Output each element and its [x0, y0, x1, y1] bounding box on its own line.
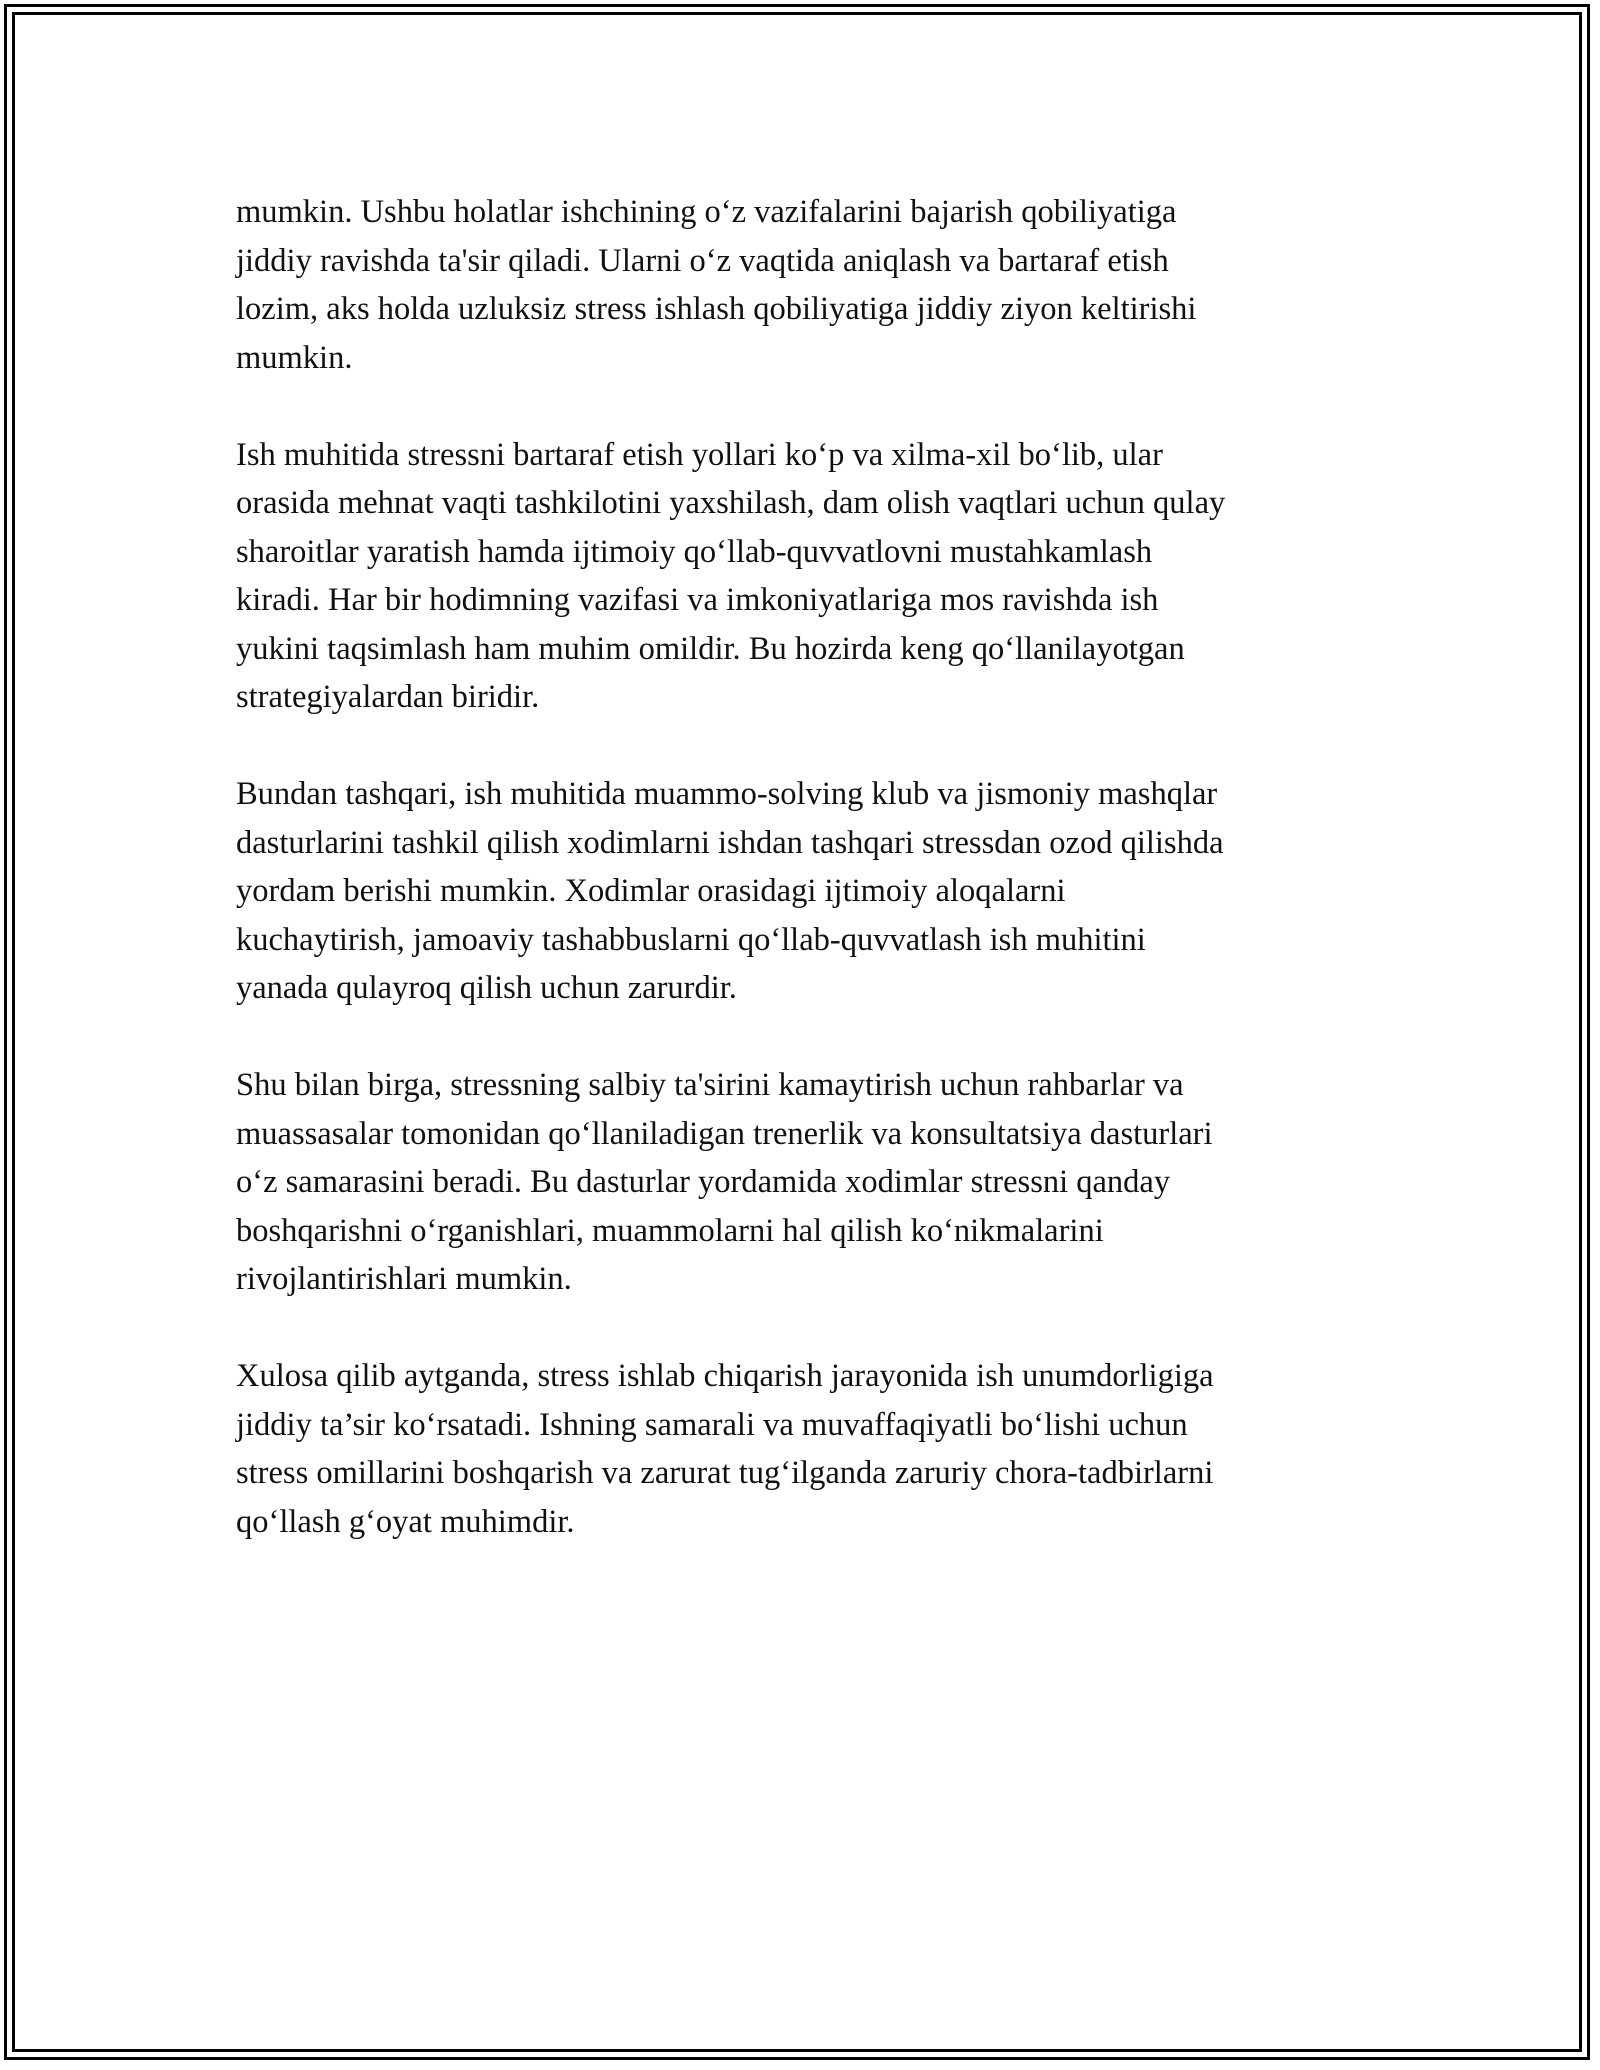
- paragraph: Shu bilan birga, stressning salbiy ta'sirini kamaytirish uchun rahbarlar va muassasalar tomonidan qo‘llaniladigan trenerlik va konsultatsiya dasturlari o‘z samarasini beradi. Bu dasturlar yordamida xodimlar stressni qanday boshqarishni o‘rganishlari, muammolarni hal qilish ko‘nikmalarini rivojlantirishlari mumkin.: [236, 1067, 1213, 1297]
- paragraph: Ish muhitida stressni bartaraf etish yollari ko‘p va xilma-xil bo‘lib, ular orasida mehnat vaqti tashkilotini yaxshilash, dam olish vaqtlari uchun qulay sharoitlar yaratish hamda ijtimoiy qo‘llab-quvvatlovni mustahkamlash kiradi. Har bir hodimning vazifasi va imkoniyatlariga mos ravishda ish yukini taqsimlash ham muhim omildir. Bu hozirda keng qo‘llanilayotgan strategiyalardan biridir.: [236, 436, 1226, 715]
- document-body: [236, 188, 1366, 1595]
- paragraph: Bundan tashqari, ish muhitida muammo-solving klub va jismoniy mashqlar dasturlarini tashkil qilish xodimlarni ishdan tashqari stressdan ozod qilishda yordam berishi mumkin. Xodimlar orasidagi ijtimoiy aloqalarni kuchaytirish, jamoaviy tashabbuslarni qo‘llab-quvvatlash ish muhitini yanada qulayroq qilish uchun zarurdir.: [236, 776, 1224, 1006]
- paragraph: Xulosa qilib aytganda, stress ishlab chiqarish jarayonida ish unumdorligiga jiddiy ta’sir ko‘rsatadi. Ishning samarali va muvaffaqiyatli bo‘lishi uchun stress omillarini boshqarish va zarurat tug‘ilganda zaruriy chora-tadbirlarni qo‘llash g‘oyat muhimdir.: [236, 1358, 1214, 1540]
- paragraph: mumkin. Ushbu holatlar ishchining o‘z vazifalarini bajarish qobiliyatiga jiddiy ravishda ta'sir qiladi. Ularni o‘z vaqtida aniqlash va bartaraf etish lozim, aks holda uzluksiz stress ishlash qobiliyatiga jiddiy ziyon keltirishi mumkin.: [236, 194, 1197, 376]
